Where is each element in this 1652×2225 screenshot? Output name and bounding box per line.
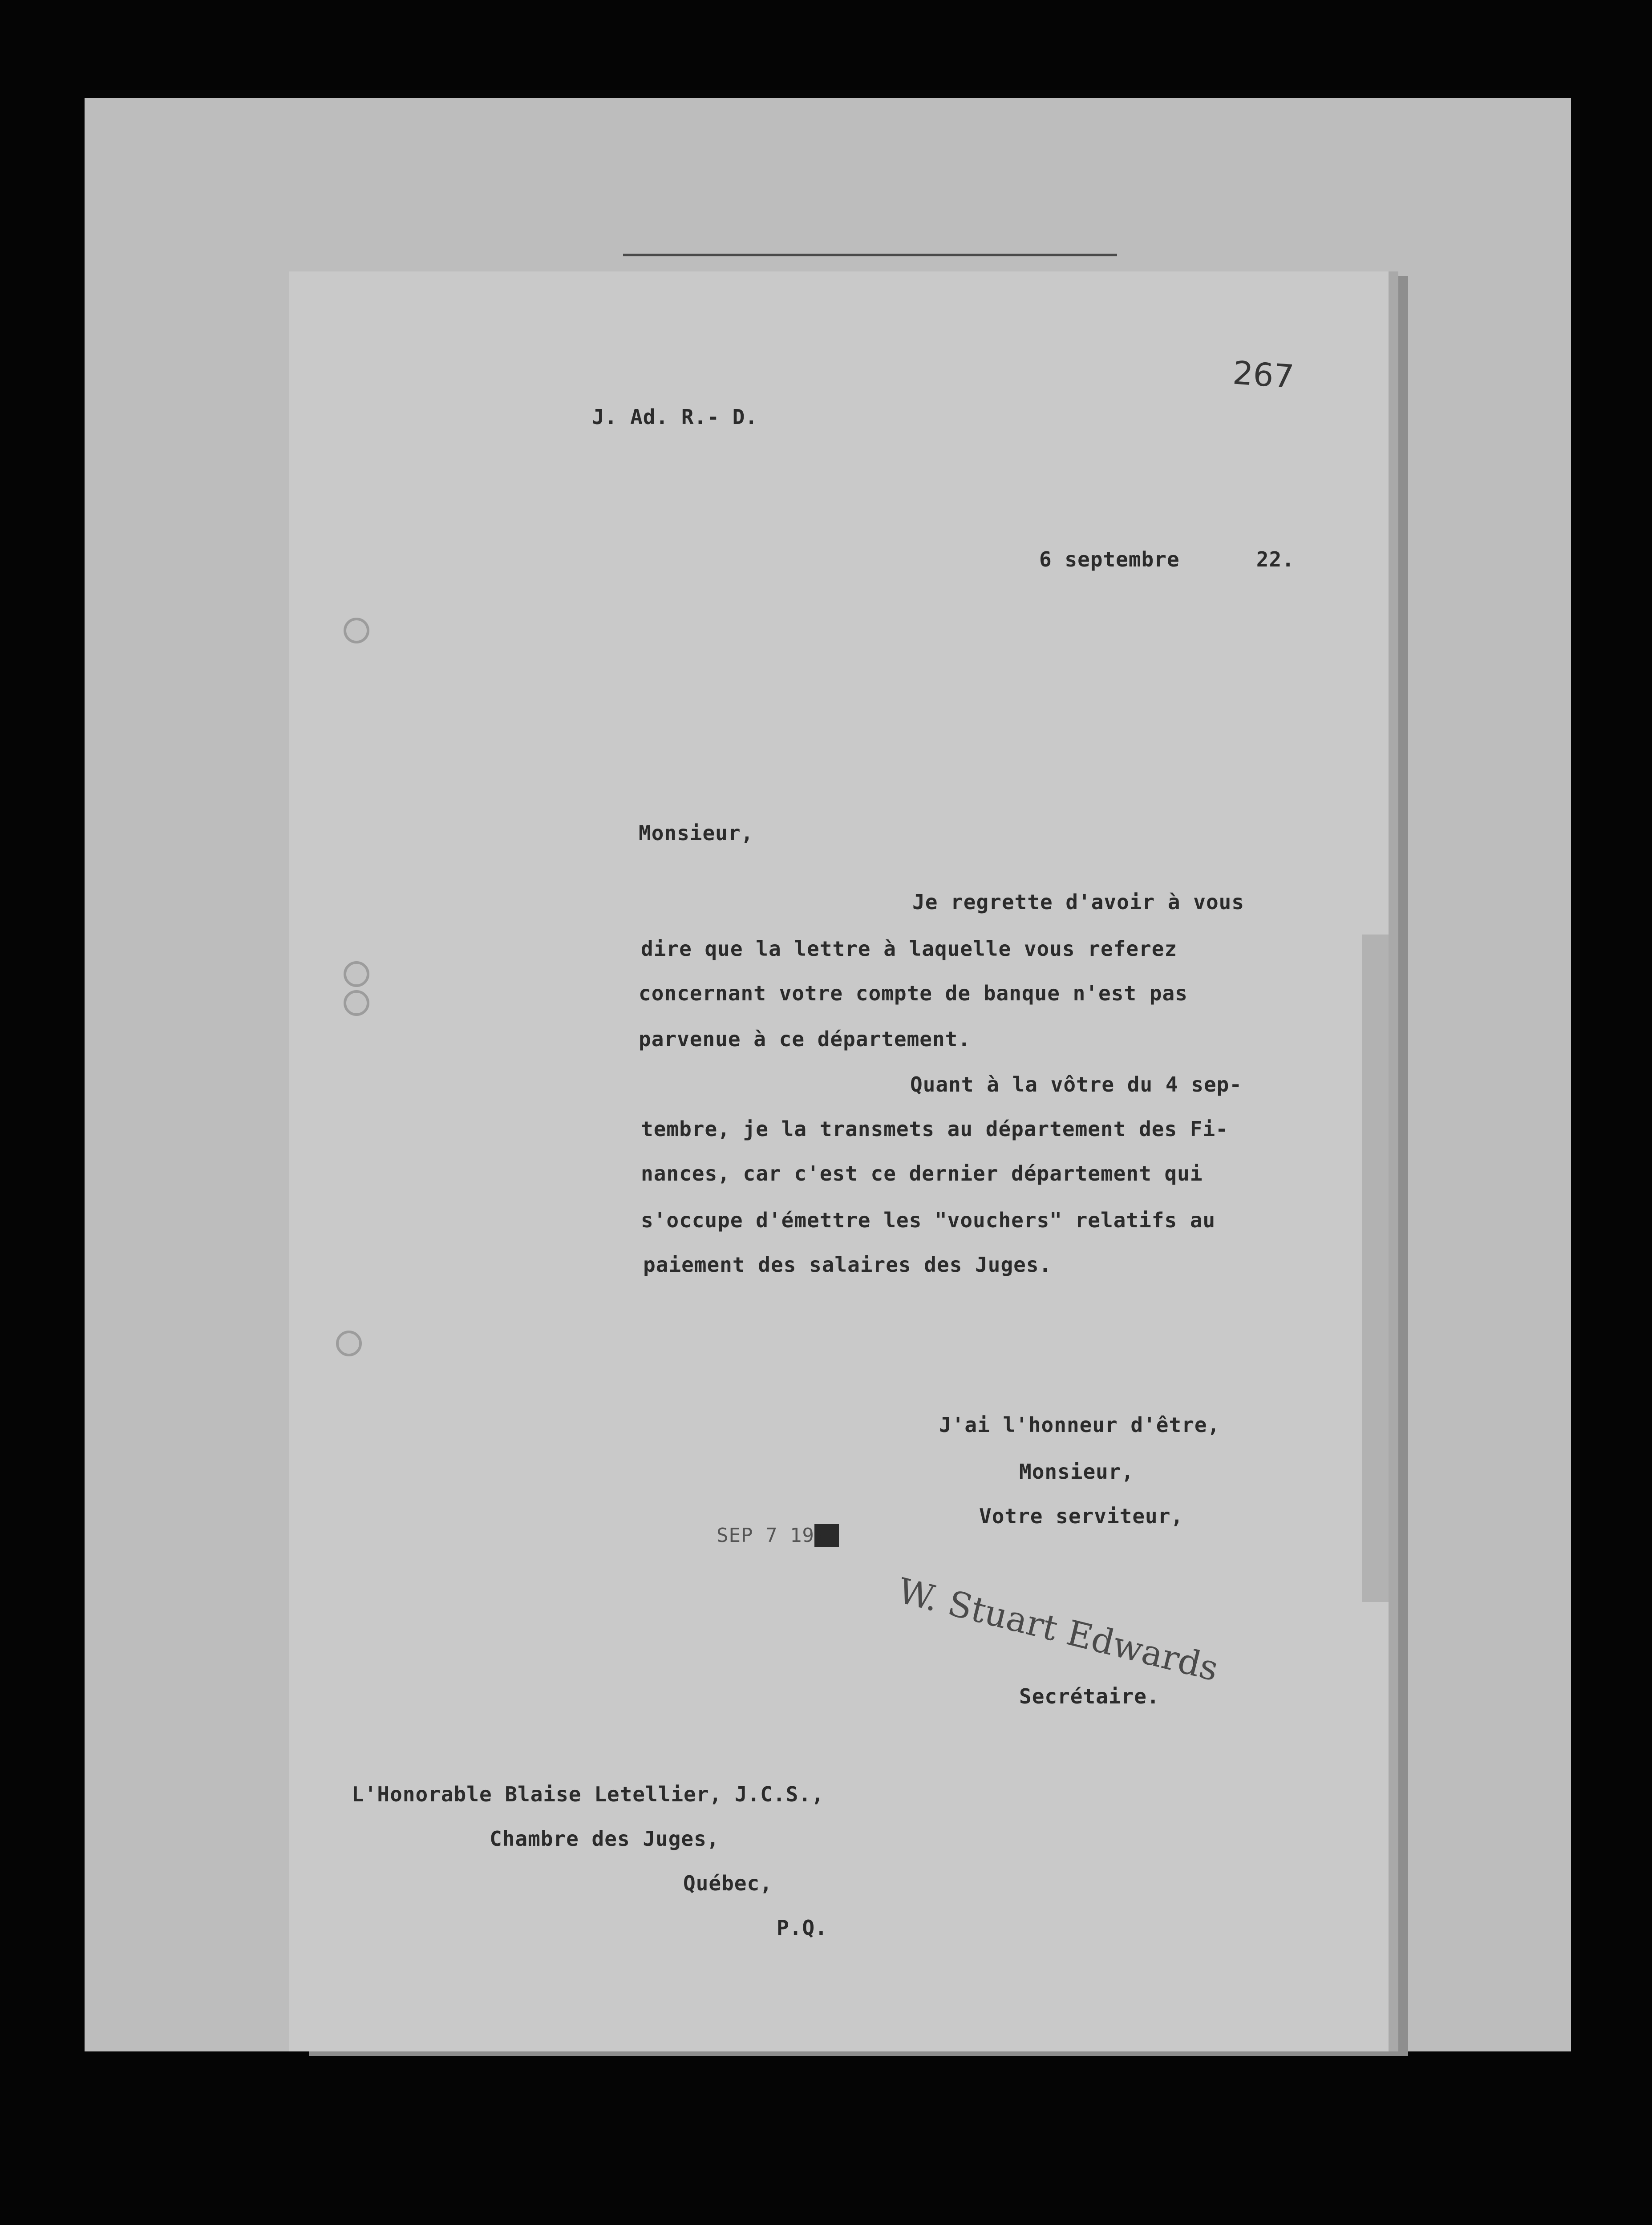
punch-hole-icon xyxy=(344,990,369,1016)
body-line: parvenue à ce département. xyxy=(639,1027,971,1051)
file-reference: J. Ad. R.- D. xyxy=(592,405,758,429)
stamp-text: SEP 7 19 xyxy=(717,1524,814,1547)
body-line: nances, car c'est ce dernier département qui xyxy=(641,1161,1203,1185)
letter-date: 6 septembre 22. xyxy=(1039,547,1295,571)
address-line: Québec, xyxy=(683,1871,773,1895)
punch-hole-icon xyxy=(336,1331,362,1356)
address-line: L'Honorable Blaise Letellier, J.C.S., xyxy=(352,1782,824,1806)
salutation: Monsieur, xyxy=(639,821,754,845)
body-line: tembre, je la transmets au département des Fi- xyxy=(641,1117,1228,1141)
signer-title: Secrétaire. xyxy=(1019,1684,1160,1708)
address-line: P.Q. xyxy=(777,1916,828,1940)
letter-sheet-edge xyxy=(1362,934,1389,1602)
page-number: 267 xyxy=(1231,354,1296,396)
body-line: Quant à la vôtre du 4 sep- xyxy=(910,1072,1243,1096)
address-line: Chambre des Juges, xyxy=(490,1827,720,1851)
punch-hole-icon xyxy=(344,961,369,987)
body-line: paiement des salaires des Juges. xyxy=(643,1253,1052,1277)
body-line: Je regrette d'avoir à vous xyxy=(912,890,1245,914)
punch-hole-icon xyxy=(344,618,369,643)
body-line: dire que la lettre à laquelle vous referez xyxy=(641,937,1178,961)
closing-line: J'ai l'honneur d'être, xyxy=(939,1413,1220,1437)
body-line: s'occupe d'émettre les "vouchers" relatifs au xyxy=(641,1208,1216,1232)
body-line: concernant votre compte de banque n'est pas xyxy=(639,981,1188,1005)
backing-sheet-rule xyxy=(623,254,1117,256)
signature-stamp: W. Stuart Edwards xyxy=(894,1571,1223,1689)
closing-line: Votre serviteur, xyxy=(979,1504,1184,1528)
stamp-year: 22 xyxy=(814,1524,839,1547)
closing-line: Monsieur, xyxy=(1019,1460,1134,1484)
received-date-stamp xyxy=(717,1524,839,1547)
